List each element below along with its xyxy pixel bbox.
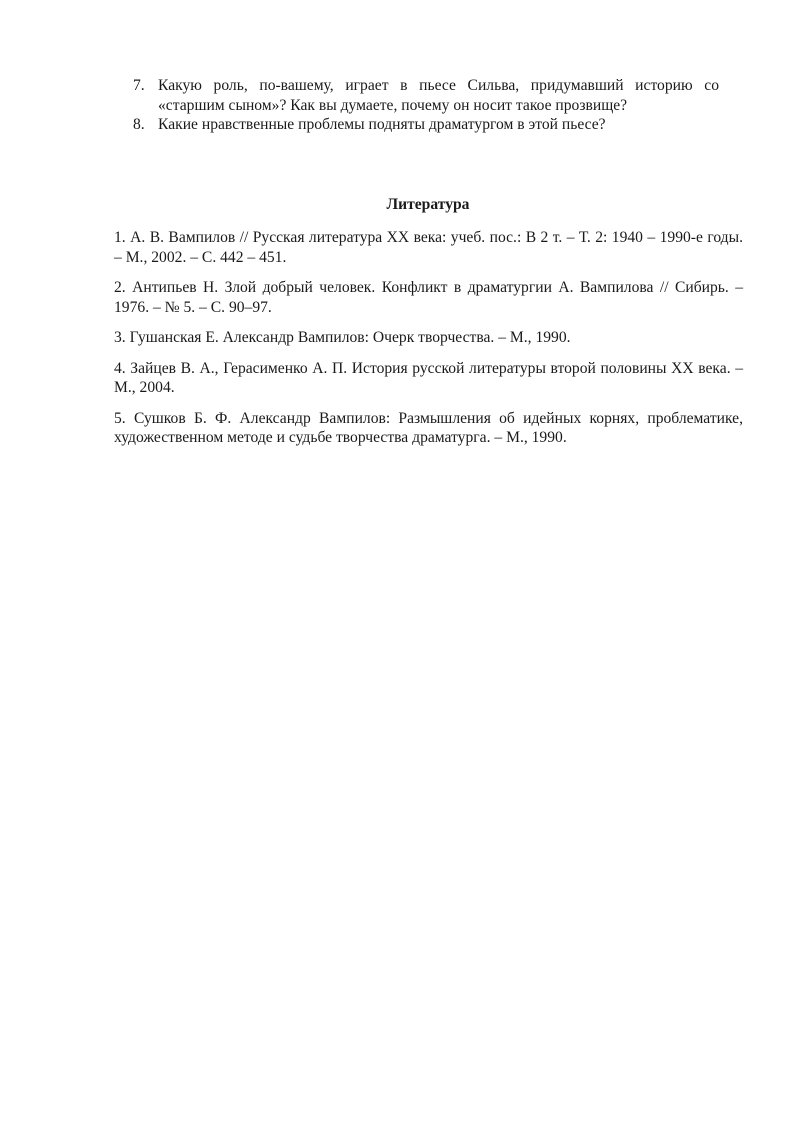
reference-list: [114, 228, 743, 459]
question-text: Какие нравственные проблемы подняты драматургом в этой пьесе?: [158, 116, 606, 133]
reference-item: 1. А. В. Вампилов // Русская литература XX века: учеб. пос.: В 2 т. – Т. 2: 1940 – 1990-е годы. – М., 2002. – С. 442 – 451.: [114, 229, 743, 266]
reference-item: 2. Антипьев Н. Злой добрый человек. Конфликт в драматургии А. Вампилова // Сибирь. – 1976. – № 5. – С. 90–97.: [114, 279, 743, 316]
question-number: 7.: [133, 77, 145, 94]
reference-item: 5. Сушков Б. Ф. Александр Вампилов: Размышления об идейных корнях, проблематике, художественном методе и судьбе творчества драматурга. – М., 1990.: [114, 409, 743, 446]
question-item: [133, 76, 719, 115]
literature-heading: Литература: [386, 196, 470, 213]
question-number: 8.: [133, 116, 145, 133]
question-list: [133, 76, 719, 135]
question-item: [133, 115, 719, 135]
reference-item: 3. Гушанская Е. Александр Вампилов: Очерк творчества. – М., 1990.: [114, 329, 571, 346]
reference-item: 4. Зайцев В. А., Герасименко А. П. История русской литературы второй половины XX века. – М., 2004.: [114, 359, 743, 396]
question-text: Какую роль, по-вашему, играет в пьесе Сильва, придумавший историю со «старшим сыном»? Как вы думаете, почему он носит такое прозвище?: [158, 77, 719, 114]
